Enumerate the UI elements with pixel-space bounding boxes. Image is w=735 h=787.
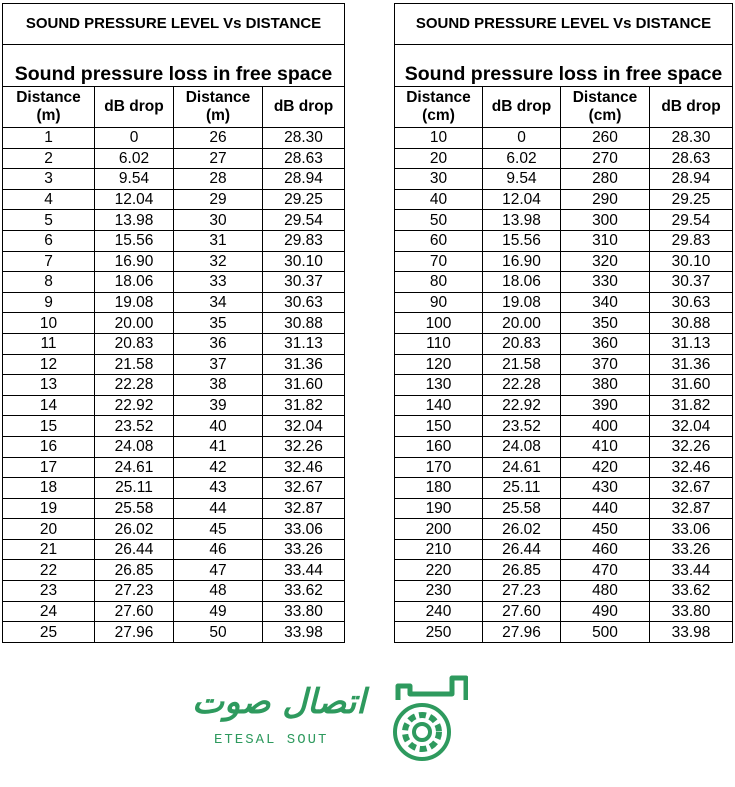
table-row [3,395,345,416]
table-row [3,478,345,499]
table-row [3,581,345,602]
table-row [3,292,345,313]
table-cell: 26.85 [95,560,174,581]
table-row [395,189,733,210]
table-cell: 22.92 [483,395,561,416]
table-cell: 210 [395,539,483,560]
table-cell: 10 [3,313,95,334]
table-row [395,128,733,149]
table-cell: 28.63 [263,148,345,169]
table-cell: 170 [395,457,483,478]
distance-centimeters-table [394,3,733,643]
table-cell: 30.88 [650,313,733,334]
table-cell: 31.36 [263,354,345,375]
table-row [395,251,733,272]
table-cell: 9.54 [483,169,561,190]
table-cell: 130 [395,375,483,396]
table-cell: 260 [561,128,650,149]
table-cell: 33.80 [650,601,733,622]
table-row [3,272,345,293]
table-row [3,251,345,272]
table-cell: 110 [395,333,483,354]
table-cell: 7 [3,251,95,272]
table-cell: 22.92 [95,395,174,416]
table-cell: 380 [561,375,650,396]
table-cell: 26 [174,128,263,149]
table-cell: 30.63 [650,292,733,313]
table-cell: 470 [561,560,650,581]
table-row [395,622,733,643]
table-cell: 41 [174,436,263,457]
table-row [395,292,733,313]
table-row [395,313,733,334]
table-title: SOUND PRESSURE LEVEL Vs DISTANCE [3,4,345,45]
table-row [395,416,733,437]
table-cell: 28.30 [650,128,733,149]
table-cell: 44 [174,498,263,519]
table-cell: 39 [174,395,263,416]
table-cell: 48 [174,581,263,602]
table-row [3,230,345,251]
table-cell: 31.82 [263,395,345,416]
table-subtitle: Sound pressure loss in free space [395,45,733,87]
table-cell: 16.90 [483,251,561,272]
table-row [3,519,345,540]
table-cell: 33.80 [263,601,345,622]
table-cell: 21.58 [95,354,174,375]
table-cell: 9.54 [95,169,174,190]
table-cell: 29.25 [263,189,345,210]
table-row [395,519,733,540]
table-cell: 50 [395,210,483,231]
table-cell: 27.60 [483,601,561,622]
table-cell: 0 [483,128,561,149]
table-row [3,375,345,396]
column-header: dB drop [263,87,345,128]
table-cell: 25.58 [483,498,561,519]
table-cell: 33.44 [263,560,345,581]
table-cell: 32.67 [650,478,733,499]
table-cell: 3 [3,169,95,190]
table-cell: 9 [3,292,95,313]
table-cell: 12 [3,354,95,375]
table-cell: 18 [3,478,95,499]
table-cell: 31.60 [650,375,733,396]
table-cell: 14 [3,395,95,416]
table-cell: 30.37 [650,272,733,293]
table-row [3,128,345,149]
table-cell: 25.11 [95,478,174,499]
table-cell: 30 [395,169,483,190]
table-row [3,354,345,375]
table-row [3,210,345,231]
table-cell: 33.26 [263,539,345,560]
table-cell: 24.08 [95,436,174,457]
table-row [395,560,733,581]
table-cell: 310 [561,230,650,251]
table-cell: 13 [3,375,95,396]
table-cell: 31.60 [263,375,345,396]
table-cell: 430 [561,478,650,499]
table-cell: 4 [3,189,95,210]
table-cell: 80 [395,272,483,293]
table-cell: 28.63 [650,148,733,169]
table-cell: 29 [174,189,263,210]
table-cell: 300 [561,210,650,231]
table-cell: 24.08 [483,436,561,457]
table-cell: 220 [395,560,483,581]
table-row [395,272,733,293]
table-cell: 390 [561,395,650,416]
table-cell: 24 [3,601,95,622]
table-cell: 21 [3,539,95,560]
table-cell: 20.83 [483,333,561,354]
table-row [3,436,345,457]
table-cell: 27.96 [483,622,561,643]
table-subtitle: Sound pressure loss in free space [3,45,345,87]
table-cell: 420 [561,457,650,478]
table-cell: 25 [3,622,95,643]
table-cell: 140 [395,395,483,416]
table-cell: 5 [3,210,95,231]
table-cell: 1 [3,128,95,149]
table-cell: 25.58 [95,498,174,519]
table-title: SOUND PRESSURE LEVEL Vs DISTANCE [395,4,733,45]
table-cell: 150 [395,416,483,437]
table-row [395,148,733,169]
table-cell: 340 [561,292,650,313]
table-row [395,169,733,190]
table-cell: 22 [3,560,95,581]
table-cell: 15 [3,416,95,437]
table-row [395,498,733,519]
table-row [395,210,733,231]
table-cell: 16 [3,436,95,457]
table-cell: 33 [174,272,263,293]
table-cell: 330 [561,272,650,293]
table-row [3,498,345,519]
table-row [395,230,733,251]
table-cell: 35 [174,313,263,334]
table-cell: 33.06 [263,519,345,540]
table-cell: 37 [174,354,263,375]
table-row [3,416,345,437]
table-cell: 27 [174,148,263,169]
table-row [395,436,733,457]
table-cell: 32.04 [650,416,733,437]
column-header: Distance (cm) [395,87,483,128]
company-logo [190,672,470,772]
logo-english-name: ETESAL SOUT [214,732,329,748]
table-row [395,375,733,396]
table-cell: 20 [395,148,483,169]
table-cell: 240 [395,601,483,622]
column-header: Distance (cm) [561,87,650,128]
table-cell: 120 [395,354,483,375]
table-cell: 10 [395,128,483,149]
table-cell: 320 [561,251,650,272]
table-cell: 100 [395,313,483,334]
table-row [3,189,345,210]
table-row [3,313,345,334]
table-cell: 32.46 [263,457,345,478]
table-cell: 30 [174,210,263,231]
table-cell: 29.54 [650,210,733,231]
table-cell: 13.98 [483,210,561,231]
table-cell: 25.11 [483,478,561,499]
table-cell: 33.06 [650,519,733,540]
table-cell: 12.04 [95,189,174,210]
table-cell: 18.06 [95,272,174,293]
table-cell: 290 [561,189,650,210]
table-cell: 70 [395,251,483,272]
table-cell: 32.26 [650,436,733,457]
table-cell: 350 [561,313,650,334]
table-cell: 280 [561,169,650,190]
table-row [395,539,733,560]
table-cell: 11 [3,333,95,354]
table-cell: 8 [3,272,95,293]
table-cell: 33.44 [650,560,733,581]
table-cell: 23.52 [483,416,561,437]
table-cell: 6 [3,230,95,251]
column-header: dB drop [483,87,561,128]
table-cell: 19.08 [95,292,174,313]
table-cell: 29.54 [263,210,345,231]
table-cell: 21.58 [483,354,561,375]
column-header: Distance (m) [174,87,263,128]
table-cell: 90 [395,292,483,313]
table-cell: 2 [3,148,95,169]
table-row [395,478,733,499]
table-cell: 15.56 [95,230,174,251]
table-cell: 450 [561,519,650,540]
table-cell: 50 [174,622,263,643]
table-cell: 32.04 [263,416,345,437]
table-cell: 32 [174,251,263,272]
table-cell: 230 [395,581,483,602]
table-cell: 20.00 [95,313,174,334]
table-cell: 24.61 [483,457,561,478]
table-cell: 30.88 [263,313,345,334]
table-cell: 490 [561,601,650,622]
table-cell: 22.28 [483,375,561,396]
table-cell: 30.10 [263,251,345,272]
table-cell: 29.83 [650,230,733,251]
table-cell: 23.52 [95,416,174,437]
table-cell: 31 [174,230,263,251]
table-cell: 28.94 [263,169,345,190]
table-cell: 28 [174,169,263,190]
table-cell: 17 [3,457,95,478]
table-cell: 31.13 [650,333,733,354]
table-cell: 28.30 [263,128,345,149]
table-cell: 30.10 [650,251,733,272]
table-cell: 24.61 [95,457,174,478]
table-cell: 15.56 [483,230,561,251]
column-header: Distance (m) [3,87,95,128]
table-cell: 250 [395,622,483,643]
table-cell: 16.90 [95,251,174,272]
table-row [3,148,345,169]
table-cell: 19.08 [483,292,561,313]
table-cell: 32.67 [263,478,345,499]
table-cell: 480 [561,581,650,602]
table-row [395,395,733,416]
table-row [3,457,345,478]
table-cell: 370 [561,354,650,375]
table-cell: 42 [174,457,263,478]
table-cell: 20 [3,519,95,540]
table-row [3,622,345,643]
table-cell: 46 [174,539,263,560]
table-cell: 33.26 [650,539,733,560]
table-cell: 30.63 [263,292,345,313]
table-cell: 32.26 [263,436,345,457]
table-cell: 32.87 [650,498,733,519]
column-header: dB drop [95,87,174,128]
table-cell: 22.28 [95,375,174,396]
table-cell: 38 [174,375,263,396]
table-cell: 410 [561,436,650,457]
table-cell: 270 [561,148,650,169]
table-cell: 23 [3,581,95,602]
table-row [395,457,733,478]
table-cell: 30.37 [263,272,345,293]
table-cell: 31.82 [650,395,733,416]
table-cell: 20.00 [483,313,561,334]
table-cell: 33.62 [263,581,345,602]
table-cell: 13.98 [95,210,174,231]
table-cell: 36 [174,333,263,354]
table-cell: 180 [395,478,483,499]
logo-persian-name: اتصال صوت [192,682,366,722]
table-cell: 43 [174,478,263,499]
table-cell: 440 [561,498,650,519]
table-cell: 19 [3,498,95,519]
table-cell: 190 [395,498,483,519]
table-cell: 6.02 [95,148,174,169]
table-cell: 27.60 [95,601,174,622]
table-cell: 47 [174,560,263,581]
table-cell: 31.36 [650,354,733,375]
table-cell: 200 [395,519,483,540]
table-row [3,169,345,190]
table-cell: 31.13 [263,333,345,354]
table-cell: 160 [395,436,483,457]
table-cell: 40 [174,416,263,437]
table-row [3,560,345,581]
table-cell: 6.02 [483,148,561,169]
table-cell: 27.23 [95,581,174,602]
table-cell: 18.06 [483,272,561,293]
table-cell: 26.44 [483,539,561,560]
table-row [395,333,733,354]
gear-logo-icon [382,672,468,768]
distance-meters-table [2,3,345,643]
table-row [3,333,345,354]
table-cell: 33.98 [263,622,345,643]
table-row [3,539,345,560]
table-cell: 45 [174,519,263,540]
table-cell: 26.02 [95,519,174,540]
table-cell: 12.04 [483,189,561,210]
table-cell: 33.62 [650,581,733,602]
table-cell: 460 [561,539,650,560]
table-cell: 360 [561,333,650,354]
table-row [395,601,733,622]
table-cell: 26.85 [483,560,561,581]
table-cell: 33.98 [650,622,733,643]
table-cell: 49 [174,601,263,622]
table-row [3,601,345,622]
table-cell: 29.83 [263,230,345,251]
column-header: dB drop [650,87,733,128]
table-row [395,354,733,375]
table-cell: 40 [395,189,483,210]
table-row [395,581,733,602]
table-cell: 20.83 [95,333,174,354]
table-cell: 28.94 [650,169,733,190]
table-cell: 29.25 [650,189,733,210]
table-cell: 400 [561,416,650,437]
table-cell: 0 [95,128,174,149]
table-cell: 26.44 [95,539,174,560]
table-cell: 32.46 [650,457,733,478]
table-cell: 27.23 [483,581,561,602]
table-cell: 60 [395,230,483,251]
table-cell: 500 [561,622,650,643]
table-cell: 27.96 [95,622,174,643]
table-cell: 26.02 [483,519,561,540]
table-cell: 32.87 [263,498,345,519]
table-cell: 34 [174,292,263,313]
